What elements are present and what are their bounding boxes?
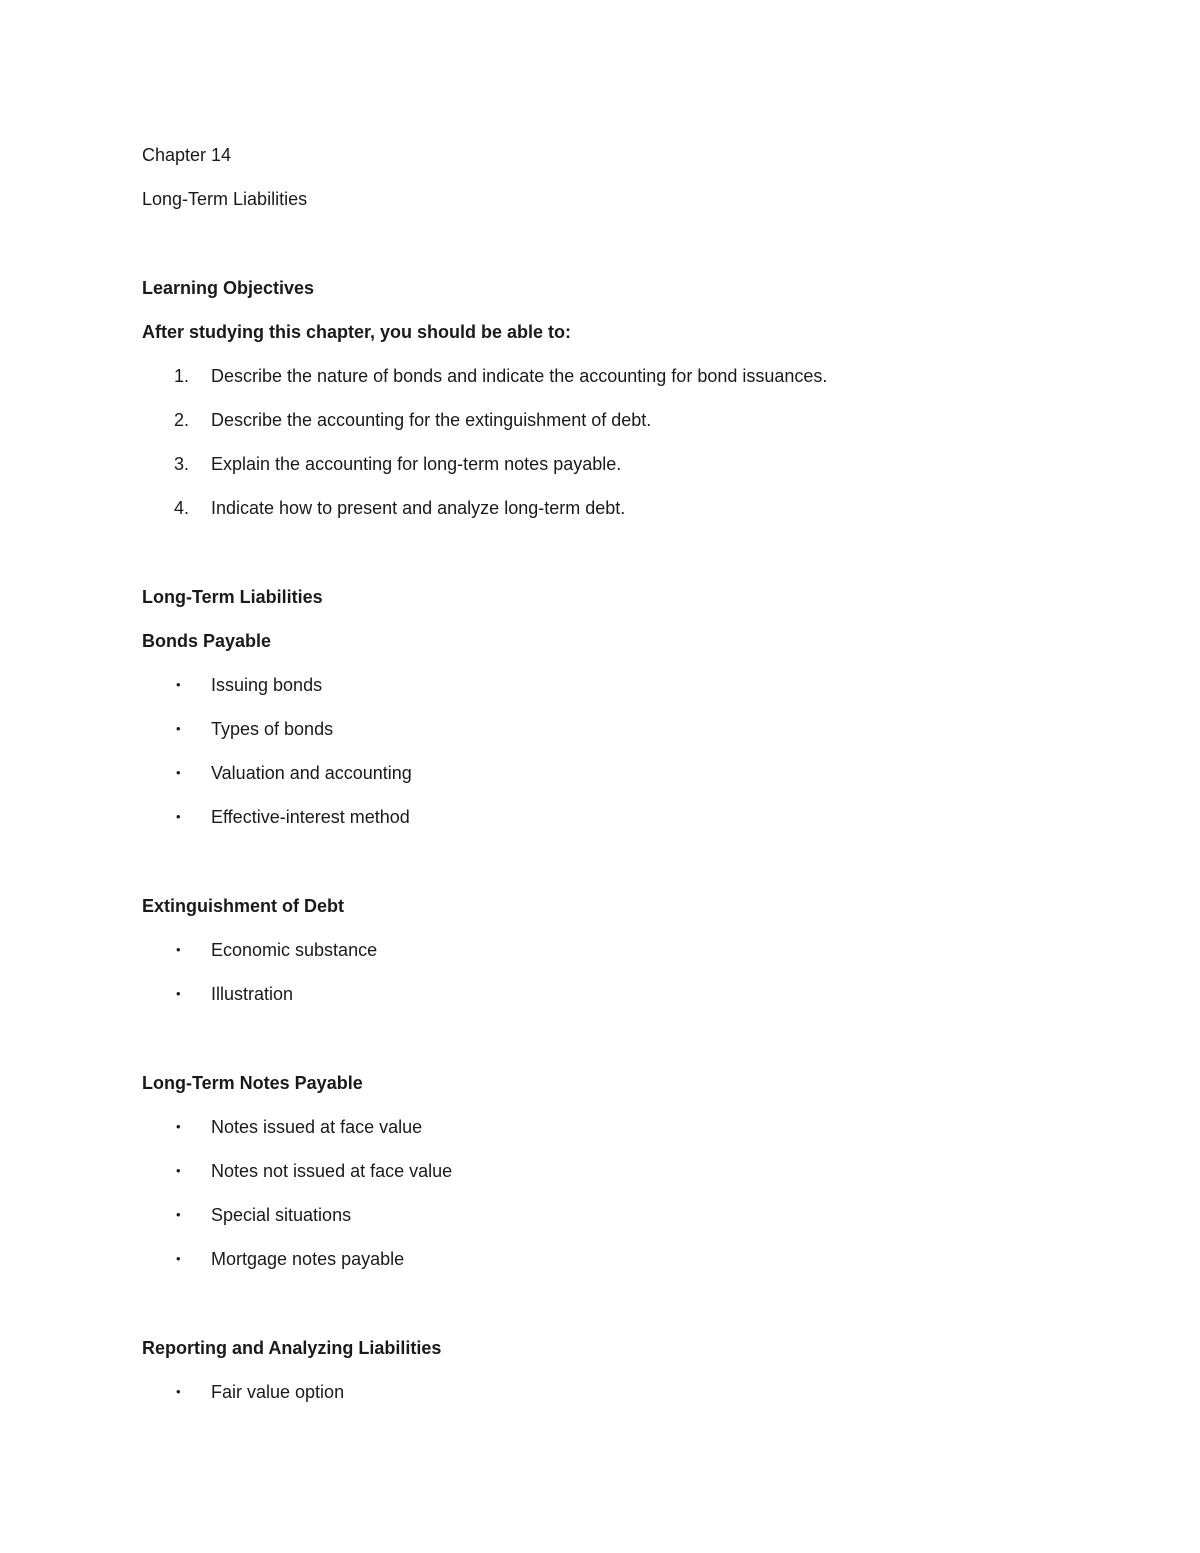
bullet-icon: • (176, 765, 181, 780)
objective-item (142, 452, 1082, 476)
objective-number: 1. (174, 366, 190, 386)
bullet-icon: • (176, 1119, 181, 1134)
list-item (142, 1159, 1082, 1183)
objective-text: Explain the accounting for long-term notes payable. (211, 454, 622, 474)
list-item-text: Illustration (211, 984, 294, 1004)
list-item-text: Effective-interest method (211, 807, 410, 827)
list-item (142, 1115, 1082, 1139)
bullet-icon: • (176, 809, 181, 824)
list-item (142, 982, 1082, 1006)
bonds-payable-heading: Bonds Payable (142, 631, 272, 651)
bullet-icon: • (176, 721, 181, 736)
list-item (142, 761, 1082, 785)
list-item-text: Mortgage notes payable (211, 1249, 405, 1269)
list-item-text: Economic substance (211, 940, 378, 960)
learning-objectives-heading: Learning Objectives (142, 278, 315, 298)
list-item-text: Notes issued at face value (211, 1117, 423, 1137)
objective-number: 2. (174, 410, 190, 430)
list-item (142, 1247, 1082, 1271)
bullet-icon: • (176, 942, 181, 957)
bullet-icon: • (176, 986, 181, 1001)
list-item (142, 1203, 1082, 1227)
objective-item (142, 364, 1082, 388)
bullet-icon: • (176, 1251, 181, 1266)
list-item-text: Fair value option (211, 1382, 345, 1402)
objective-number: 3. (174, 454, 190, 474)
reporting-heading: Reporting and Analyzing Liabilities (142, 1338, 442, 1358)
chapter-number: Chapter 14 (142, 145, 232, 165)
objective-text: Describe the accounting for the extinguishment of debt. (211, 410, 652, 430)
list-item-text: Issuing bonds (211, 675, 323, 695)
document-body (142, 143, 1082, 1404)
list-item (142, 673, 1082, 697)
extinguishment-heading: Extinguishment of Debt (142, 896, 344, 916)
list-item (142, 717, 1082, 741)
objective-number: 4. (174, 498, 190, 518)
list-item-text: Valuation and accounting (211, 763, 412, 783)
bullet-icon: • (176, 1207, 181, 1222)
chapter-title: Long-Term Liabilities (142, 189, 308, 209)
learning-objectives-intro: After studying this chapter, you should be able to: (142, 322, 572, 342)
objective-text: Indicate how to present and analyze long-term debt. (211, 498, 626, 518)
list-item (142, 1380, 1082, 1404)
list-item-text: Notes not issued at face value (211, 1161, 453, 1181)
objective-item (142, 496, 1082, 520)
long-term-liabilities-heading: Long-Term Liabilities (142, 587, 323, 607)
long-term-notes-heading: Long-Term Notes Payable (142, 1073, 363, 1093)
list-item-text: Special situations (211, 1205, 352, 1225)
bullet-icon: • (176, 1163, 181, 1178)
bullet-icon: • (176, 1384, 181, 1399)
bullet-icon: • (176, 677, 181, 692)
list-item-text: Types of bonds (211, 719, 334, 739)
list-item (142, 805, 1082, 829)
list-item (142, 938, 1082, 962)
objective-text: Describe the nature of bonds and indicate the accounting for bond issuances. (211, 366, 828, 386)
objective-item (142, 408, 1082, 432)
